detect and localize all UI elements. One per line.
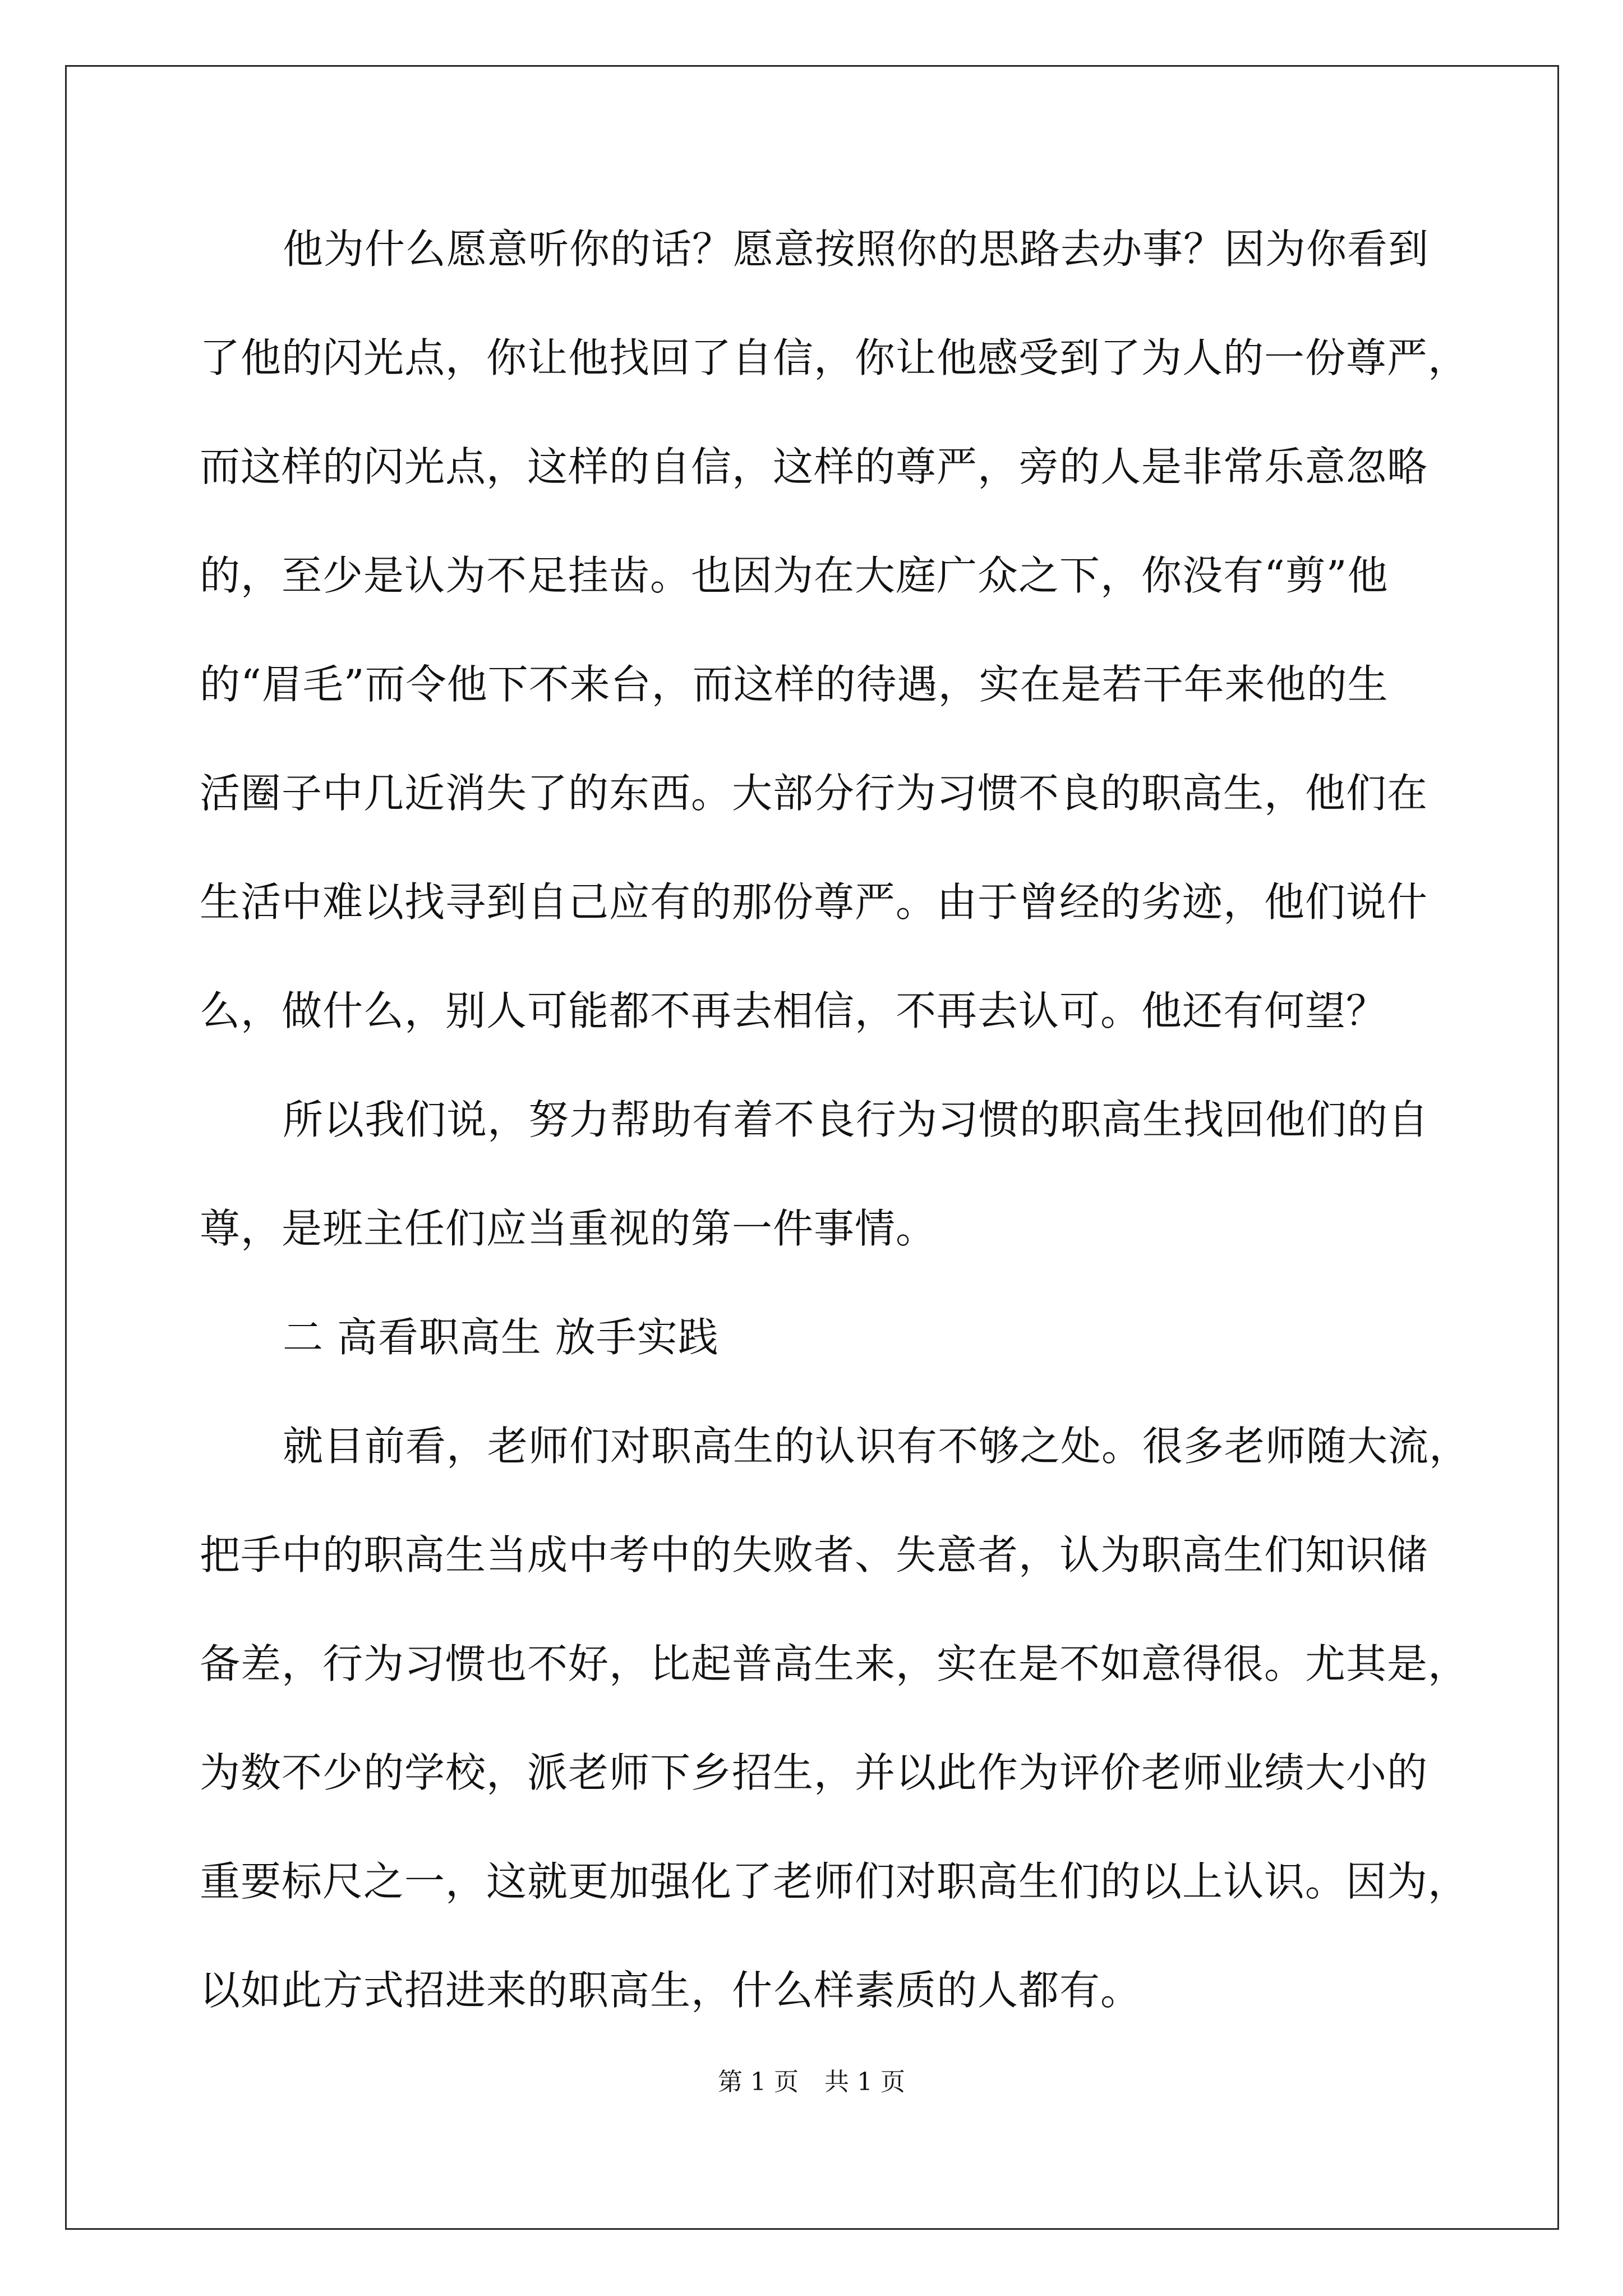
text-line: 所以我们说，努力帮助有着不良行为习惯的职高生找回他们的自 [283,1096,1430,1143]
text-line: 把手中的职高生当成中考中的失败者、失意者，认为职高生们知识储 [200,1531,1428,1579]
page-total: 共 1 页 [824,2068,905,2096]
text-line: 为数不少的学校，派老师下乡招生，并以此作为评价老师业绩大小的 [200,1749,1428,1796]
page-number: 第 1 页 [718,2068,799,2096]
text-line: 以如此方式招进来的职高生，什么样素质的人都有。 [200,1967,1142,2014]
text-line: 生活中难以找寻到自己应有的那份尊严。由于曾经的劣迹，他们说什 [200,878,1428,926]
text-line: 就目前看，老师们对职高生的认识有不够之处。很多老师随大流， [283,1423,1470,1470]
text-line: 活圈子中几近消失了的东西。大部分行为习惯不良的职高生，他们在 [200,770,1428,817]
text-line: 的，至少是认为不足挂齿。也因为在大庭广众之下，你没有“剪”他 [200,552,1389,599]
section-heading: 二 高看职高生 放手实践 [283,1314,719,1361]
text-line: 尊，是班主任们应当重视的第一件事情。 [200,1205,937,1252]
text-line: 么，做什么，别人可能都不再去相信，不再去认可。他还有何望？ [200,987,1387,1034]
document-body [200,218,1470,2068]
text-line: 重要标尺之一，这就更加强化了老师们对职高生们的以上认识。因为， [200,1858,1469,1905]
text-line: 而这样的闪光点，这样的自信，这样的尊严，旁的人是非常乐意忽略 [200,443,1428,490]
text-line: 备差，行为习惯也不好，比起普高生来，实在是不如意得很。尤其是， [200,1640,1469,1687]
text-line: 的“眉毛”而令他下不来台，而这样的待遇，实在是若干年来他的生 [200,661,1389,708]
page-footer [0,2065,1623,2099]
text-line: 了他的闪光点，你让他找回了自信，你让他感受到了为人的一份尊严， [200,334,1469,381]
text-line: 他为什么愿意听你的话？愿意按照你的思路去办事？因为你看到 [283,226,1430,273]
